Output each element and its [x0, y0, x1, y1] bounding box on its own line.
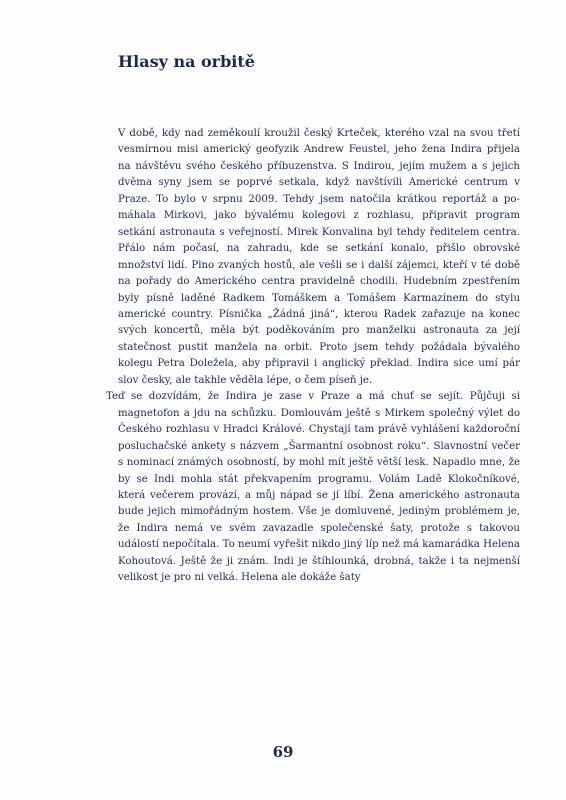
- paragraph-1: V době, kdy nad zeměkoulí kroužil český Krteček, kterého vzal na svou třetí vesmírnou misi americký geofyzik Andrew Feustel, jeho žena Indira přijela na návštěvu svého českého příbuzenstva. S Indirou, jejím mužem a s jejich dvěma syny jsem se poprvé setkala, když navštívili Americké centrum v Praze. To bylo v srpnu 2009. Tehdy jsem natočila krátkou reportáž a pomáhala Mirkovi, jako bývalému kolegovi z rozhlasu, připravit program setkání astronauta s veřejností. Mirek Konvalina byl tehdy ředitelem centra. Přálo nám počasí, na zahradu, kde se setkání konalo, přišlo obrovské množství lidí. Plno zvaných hostů, ale vešli se i další zájemci, kteří v té době na pořady do Amerického centra pravidelně chodili. Hudebním zpestřením byly písně laděné Radkem Tomáškem a Tomášem Karmazínem do stylu americké country. Písnička „Žádná jiná“, kterou Radek zařazuje na konec svých koncertů, měla být poděkováním pro manželku astronauta za její statečnost pustit manžela na orbit. Proto jsem tehdy požádala bývalého kolegu Petra Doležela, aby připravil i anglický překlad. Indira sice umí pár slov česky, ale takhle věděla lépe, o čem píseň je.: [118, 128, 520, 386]
- chapter-title: Hlasy na orbitě: [118, 52, 255, 71]
- paragraph-2: Teď se dozvídám, že Indira je zase v Praze a má chuť se sejít. Půjčuji si magnetofon a jdu na schůzku. Domlouvám ještě s Mirkem společný výlet do Českého rozhlasu v Hradci Králové. Chystají tam právě vyhlášení každoroční posluchačské ankety s názvem „Šarmantní osobnost roku“. Slavnostní večer s nominací známých osobností, by mohl mít ještě větší lesk. Napadlo mne, že by se Indi mohla stát překvapením programu. Volám Ladě Klokočníkové, která večerem provází, a můj nápad se jí líbí. Žena amerického astronauta bude jejich mimořádným hostem. Vše je domluvené, jediným problémem je, že Indira nemá ve svém zavazadle společenské šaty, protože s takovou událostí nepočítala. To neumí vyřešit nikdo jiný líp než má kamarádka Helena Kohoutová. Ještě že ji znám. Indi je štíhlounká, drobná, takže i ta nejmenší velikost je pro ni velká. Helena ale dokáže šaty: [106, 391, 520, 584]
- page-number: 69: [272, 743, 294, 761]
- body-text: [106, 126, 520, 587]
